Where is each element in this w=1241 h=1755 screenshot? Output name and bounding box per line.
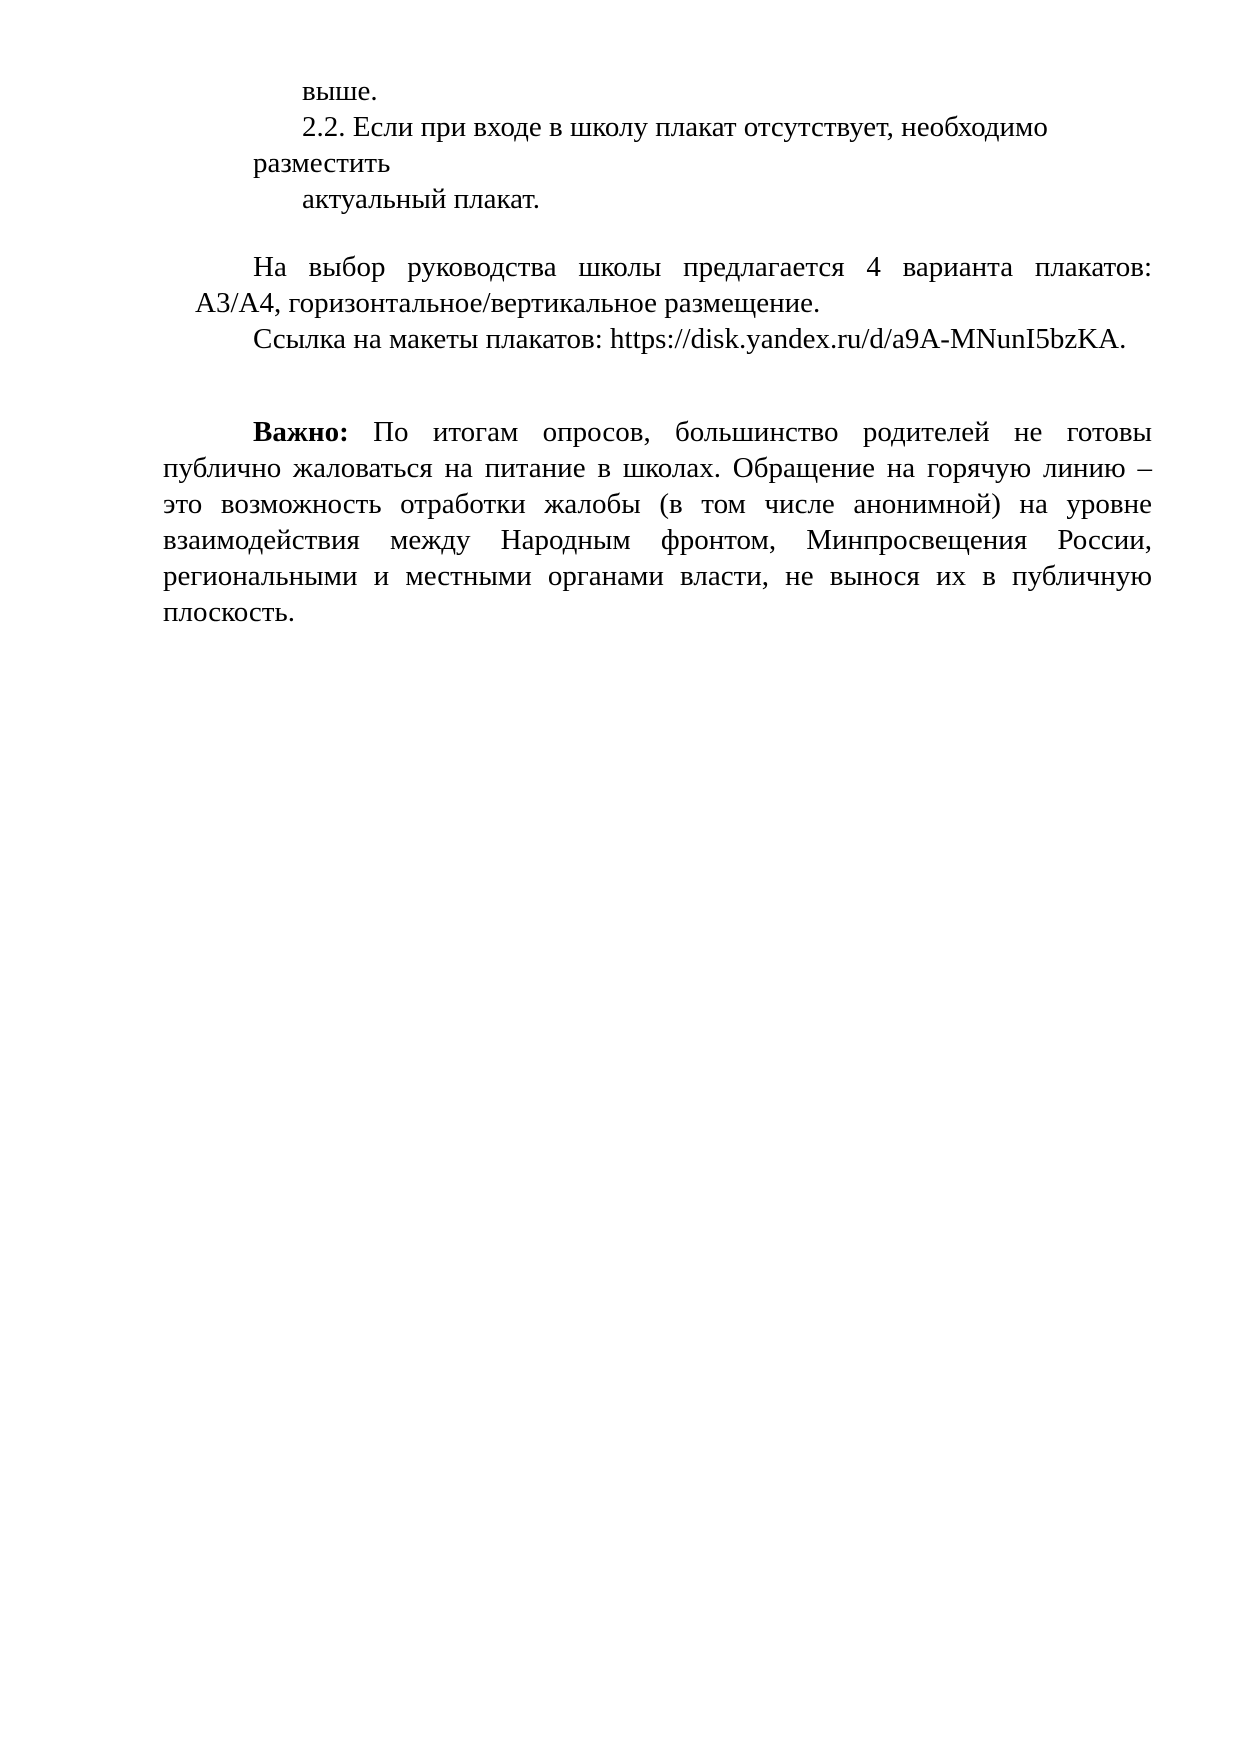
para-posters-line-2: А3/А4, горизонтальное/вертикальное размещение. (195, 287, 821, 319)
poster-link-label: Ссылка на макеты плакатов: (253, 323, 603, 355)
para-important-line-6: плоскость. (163, 596, 295, 628)
poster-link-url: https://disk.yandex.ru/d/a9A-MNunI5bzKA. (610, 323, 1127, 355)
para-intro-line-4: актуальный плакат. (302, 183, 540, 215)
important-line-1-rest: По итогам опросов, большинство родителей не готовы (373, 416, 1153, 448)
para-intro-line-1: выше. (302, 75, 378, 107)
important-label: Важно: (253, 416, 349, 448)
para-important-line-1 (253, 414, 1152, 450)
para-important-line-2: публично жаловаться на питание в школах. Обращение на горячую линию – (163, 452, 1152, 484)
para-intro-line-3: разместить (253, 147, 391, 179)
para-important-line-5: региональными и местными органами власти, не вынося их в публичную (163, 560, 1152, 592)
para-important-line-4: взаимодействия между Народным фронтом, Минпросвещения России, (163, 524, 1152, 556)
para-important-line-3: это возможность отработки жалобы (в том числе анонимной) на уровне (163, 488, 1152, 520)
para-intro-line-2: 2.2. Если при входе в школу плакат отсутствует, необходимо (302, 111, 1048, 143)
para-posters-line-1: На выбор руководства школы предлагается 4 варианта плакатов: (253, 251, 1152, 283)
para-posters-line-3 (253, 321, 1152, 357)
